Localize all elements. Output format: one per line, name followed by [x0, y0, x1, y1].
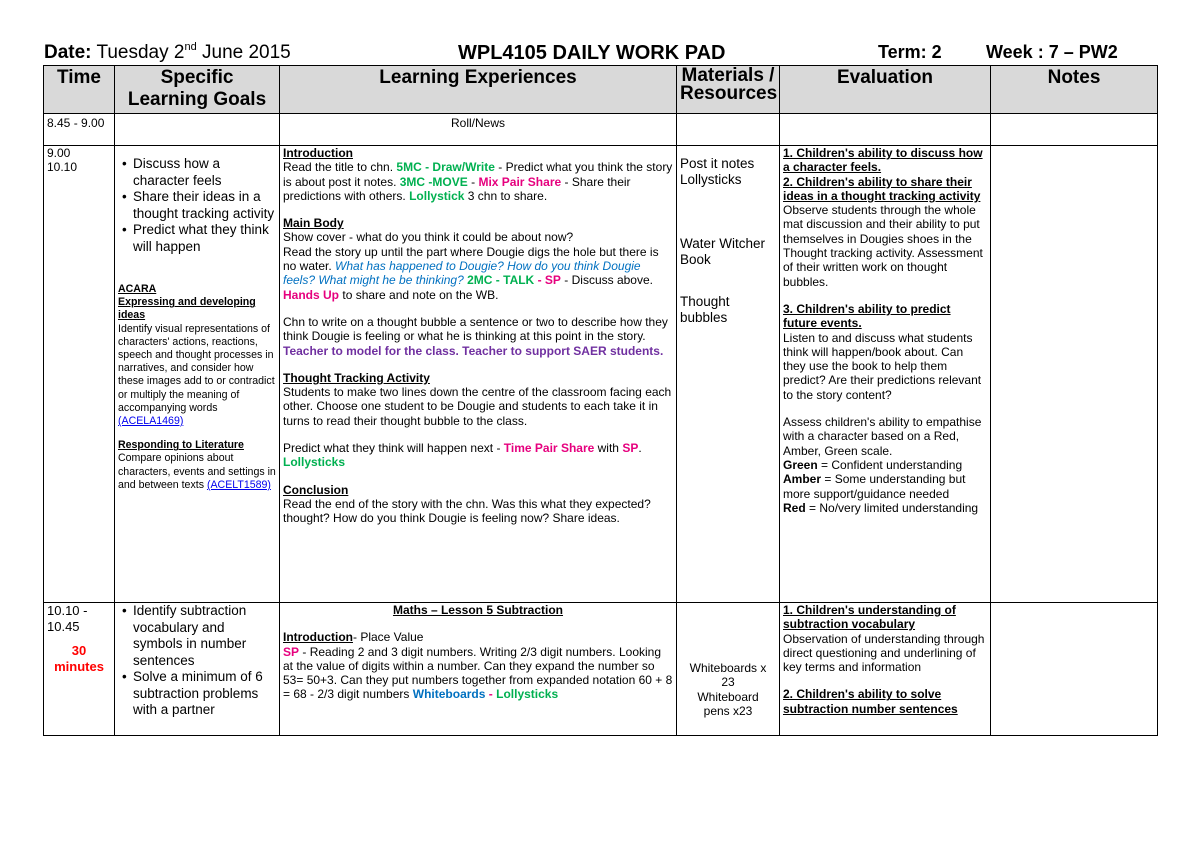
section-heading: Conclusion — [283, 482, 349, 497]
row2-experiences — [280, 146, 677, 603]
acara-description: Compare opinions about characters, events and settings in and between texts — [118, 452, 276, 491]
row2-materials — [677, 146, 780, 603]
row3-evaluation — [780, 603, 991, 736]
row2-notes — [991, 146, 1158, 603]
material-item: Whiteboard pens x23 — [697, 689, 759, 718]
paragraph: SP - Reading 2 and 3 digit numbers. Writing 2/3 digit numbers. Looking at the value of digits within a number. Can they expand the number so 53= 50+3. Can they put numbers together from expanded notation 60 + 8 = 68 - 2/3 digit numbers Whiteboards - Lollysticks — [283, 644, 673, 702]
list-item: • Solve a minimum of 6 subtraction problems with a partner — [118, 669, 276, 719]
list-item: • Identify subtraction vocabulary and symbols in number sentences — [118, 603, 276, 669]
eval-heading: 2. Children's ability to solve subtraction number sentences — [783, 687, 958, 716]
paragraph: Chn to write on a thought bubble a sentence or two to describe how they think Dougie is feeling or what he is thinking at this point in the story. Teacher to model for the class. Teacher to support SAER students. — [283, 314, 668, 358]
term-label: Term: 2 — [878, 42, 942, 62]
list-item: • Discuss how a character feels — [118, 156, 276, 189]
row1-experience: Roll/News — [280, 114, 677, 146]
date-value: Tuesday 2 — [96, 42, 185, 63]
col-notes: Notes — [991, 66, 1158, 114]
acara-subheading: Expressing and developing ideas — [118, 296, 256, 322]
document-title: WPL4105 DAILY WORK PAD — [458, 42, 726, 64]
date-rest: June 2015 — [202, 42, 291, 63]
paragraph: Read the title to chn. 5MC - Draw/Write - Predict what you think the story is about post it notes. 3MC -MOVE - Mix Pair Share - Share their predictions with others. Lollystick 3 chn to share. — [283, 160, 673, 203]
col-materials-line2: Resources — [680, 83, 778, 104]
row3-time-end: 10.45 — [47, 619, 80, 634]
col-experiences: Learning Experiences — [280, 66, 677, 114]
goal-list — [118, 603, 276, 719]
header-row — [44, 66, 1158, 114]
col-evaluation: Evaluation — [780, 66, 991, 114]
eval-scale-green: Green = Confident understanding — [783, 457, 963, 472]
row2-evaluation — [780, 146, 991, 603]
week-label: Week : 7 – PW2 — [986, 42, 1118, 62]
eval-text: Observation of understanding through direct questioning and underlining of key terms and information — [783, 631, 985, 675]
row1-evaluation — [780, 114, 991, 146]
eval-heading: 1. Children's understanding of subtraction vocabulary — [783, 603, 956, 632]
row2-time-start: 9.00 — [47, 146, 71, 160]
date-line — [44, 42, 291, 64]
col-goals-line2: Learning Goals — [127, 89, 267, 110]
paragraph: Read the end of the story with the chn. Was this what they expected? thought? How do you think Dougie is feeling now? Share ideas. — [283, 496, 651, 526]
row3-materials — [677, 603, 780, 736]
section-heading: Main Body — [283, 216, 344, 231]
eval-scale-amber: Amber = Some understanding but more support/guidance needed — [783, 472, 966, 501]
duration-label: 30 minutes — [54, 643, 104, 674]
col-materials-line1: Materials / — [681, 65, 775, 86]
eval-text: Assess children's ability to empathise with a character based on a Red, Amber, Green scale. — [783, 415, 982, 458]
goal-list — [118, 156, 276, 255]
row2-goals — [115, 146, 280, 603]
section-heading: Thought Tracking Activity — [283, 370, 430, 385]
acara-block — [118, 283, 276, 492]
acara-code-link[interactable]: (ACELA1469) — [118, 415, 184, 428]
row1-time: 8.45 - 9.00 — [44, 114, 115, 146]
eval-text: Listen to and discuss what students think will happen/book about. Can they use the book to help them predict? Are their predictions relevant to the story content? — [783, 330, 982, 402]
row2-time — [44, 146, 115, 603]
acara-text — [118, 323, 276, 429]
row1-notes — [991, 114, 1158, 146]
acara-text — [118, 452, 276, 492]
col-materials — [677, 66, 780, 114]
acara-heading: ACARA — [118, 283, 157, 295]
eval-scale-red: Red = No/very limited understanding — [783, 500, 979, 515]
list-item: • Share their ideas in a thought tracking activity — [118, 189, 276, 222]
paragraph: Predict what they think will happen next - Time Pair Share with SP. Lollysticks — [283, 441, 642, 470]
acara-code-link[interactable]: (ACELT1589) — [206, 478, 271, 491]
paragraph: Students to make two lines down the centre of the classroom facing each other. Choose one student to be Dougie and students to each take it in turns to read their thought bubble to the class. — [283, 385, 672, 428]
paragraph: Read the story up until the part where Dougie digs the hole but there is no water. What has happened to Dougie? How do you think Dougie feels? What might he be thinking? 2MC - TALK - SP - Discuss above. Hands Up to share and note on the WB. — [283, 244, 659, 302]
date-label: Date: — [44, 42, 92, 63]
material-item: Whiteboards x 23 — [689, 661, 767, 690]
material-item: Thought bubbles — [680, 294, 730, 325]
row3-goals — [115, 603, 280, 736]
paragraph: Introduction- Place Value — [283, 630, 424, 645]
paragraph: Show cover - what do you think it could be about now? — [283, 230, 574, 245]
row2-time-end: 10.10 — [47, 160, 78, 175]
acara-description: Identify visual representations of characters' actions, reactions, speech and thought processes in narratives, and consider how these images add to or contradict or multiply the meaning of accompanying words — [118, 322, 275, 414]
row1-materials — [677, 114, 780, 146]
eval-heading: 1. Children's ability to discuss how a character feels. — [783, 146, 983, 175]
eval-text: Observe students through the whole mat discussion and their ability to put themselves in Dougies shoes in the Thought tracking activity. Assessment of their written work on thought bubbles. — [783, 203, 983, 289]
section-heading: Introduction — [283, 146, 353, 160]
material-item: Post it notes Lollysticks — [680, 156, 755, 187]
row3-notes — [991, 603, 1158, 736]
table-row — [44, 603, 1158, 736]
table-row — [44, 114, 1158, 146]
row3-experiences — [280, 603, 677, 736]
row3-time-start: 10.10 - — [47, 603, 88, 618]
row1-goals — [115, 114, 280, 146]
material-item: Water Witcher Book — [680, 236, 766, 267]
col-goals-line1: Specific — [160, 67, 234, 88]
work-pad-table — [43, 65, 1158, 736]
col-goals — [115, 66, 280, 114]
col-time: Time — [44, 66, 115, 114]
table-row — [44, 146, 1158, 603]
date-ordinal: nd — [184, 41, 197, 53]
lesson-heading: Maths – Lesson 5 Subtraction — [392, 603, 564, 617]
row3-time — [44, 603, 115, 736]
list-item: • Predict what they think will happen — [118, 222, 276, 255]
eval-heading: 2. Children's ability to share their ideas in a thought tracking activity — [783, 174, 981, 203]
eval-heading: 3. Children's ability to predict future events. — [783, 301, 951, 331]
acara-subheading: Responding to Literature — [118, 439, 244, 452]
